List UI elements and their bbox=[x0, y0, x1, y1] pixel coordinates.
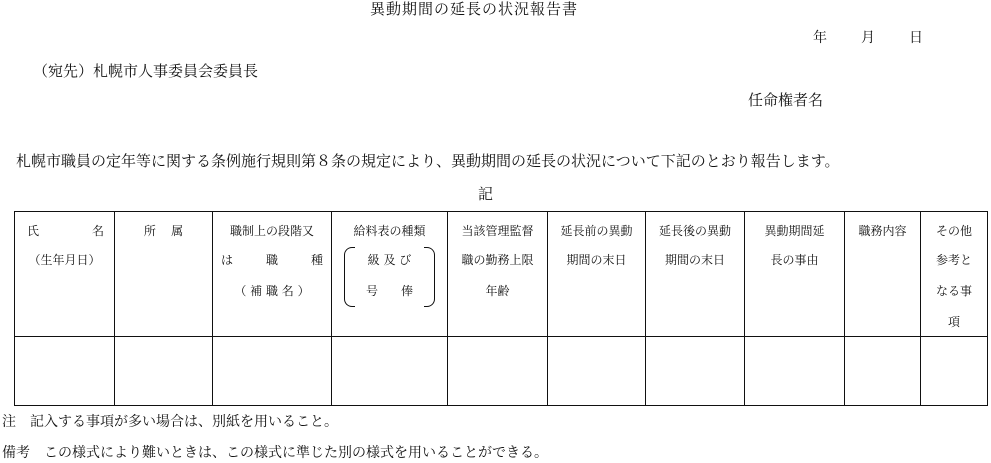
header-dept-b: 属 bbox=[171, 224, 184, 238]
header-position-l2a: は bbox=[221, 253, 234, 267]
table-row bbox=[15, 337, 988, 406]
entry-cell-after[interactable] bbox=[646, 337, 745, 406]
note-text: 注 記入する事項が多い場合は、別紙を用いること。 bbox=[2, 414, 338, 430]
entry-cell-before[interactable] bbox=[548, 337, 646, 406]
header-before-l2: 期間の末日 bbox=[566, 253, 627, 267]
header-salary-l3a: 号 bbox=[366, 284, 379, 298]
header-position-l2b: 職 bbox=[265, 253, 278, 267]
header-salary bbox=[332, 212, 448, 337]
remark-text: 備考 この様式により難いときは、この様式に準じた別の様式を用いることができる。 bbox=[2, 445, 548, 461]
entry-cell-other[interactable] bbox=[921, 337, 988, 406]
header-position bbox=[213, 212, 332, 337]
entry-cell-salary[interactable] bbox=[332, 337, 448, 406]
header-salary-l1: 給料表の種類 bbox=[353, 224, 426, 238]
header-salary-l3b: 俸 bbox=[400, 284, 413, 298]
header-duty bbox=[845, 212, 921, 337]
table-header-row bbox=[15, 212, 988, 337]
appointer-label: 任命権者名 bbox=[748, 91, 824, 109]
header-before-l1: 延長前の異動 bbox=[560, 224, 633, 238]
header-other bbox=[921, 212, 988, 337]
header-after bbox=[646, 212, 745, 337]
header-reason-l2: 長の事由 bbox=[770, 253, 819, 267]
header-after-l1: 延長後の異動 bbox=[658, 224, 731, 238]
header-dept bbox=[115, 212, 213, 337]
header-before bbox=[548, 212, 646, 337]
header-name-b: 名 bbox=[91, 224, 104, 238]
header-position-l3: （ 補 職 名 ） bbox=[234, 284, 310, 298]
header-duty-l1: 職務内容 bbox=[858, 224, 907, 238]
header-after-l2: 期間の末日 bbox=[664, 253, 725, 267]
header-dept-a: 所 bbox=[143, 224, 156, 238]
date-year: 年 bbox=[813, 30, 827, 46]
entry-cell-name[interactable] bbox=[15, 337, 115, 406]
date-line bbox=[813, 31, 923, 45]
header-other-l4: 項 bbox=[947, 315, 960, 329]
header-reason-l1: 異動期間延 bbox=[764, 224, 825, 238]
header-name-a: 氏 bbox=[27, 224, 40, 238]
header-age bbox=[448, 212, 548, 337]
header-reason bbox=[745, 212, 845, 337]
addressee: （宛先）札幌市人事委員会委員長 bbox=[33, 62, 259, 80]
header-salary-l2: 級 及 び bbox=[367, 253, 412, 267]
entry-cell-position[interactable] bbox=[213, 337, 332, 406]
header-age-l1: 当該管理監督 bbox=[461, 224, 534, 238]
entry-cell-reason[interactable] bbox=[745, 337, 845, 406]
header-other-l3: なる事 bbox=[935, 284, 972, 298]
header-other-l2: 参考と bbox=[935, 253, 972, 267]
header-birthdate: （生年月日） bbox=[28, 253, 101, 267]
entry-cell-age[interactable] bbox=[448, 337, 548, 406]
header-other-l1: その他 bbox=[935, 224, 972, 238]
report-table bbox=[14, 211, 988, 406]
header-age-l3: 年齢 bbox=[485, 284, 510, 298]
header-position-l2c: 種 bbox=[310, 253, 323, 267]
header-name bbox=[15, 212, 115, 337]
header-age-l2: 職の勤務上限 bbox=[461, 253, 534, 267]
date-day: 日 bbox=[909, 30, 923, 46]
entry-cell-duty[interactable] bbox=[845, 337, 921, 406]
date-month: 月 bbox=[861, 30, 875, 46]
document-title: 異動期間の延長の状況報告書 bbox=[370, 0, 579, 18]
entry-cell-dept[interactable] bbox=[115, 337, 213, 406]
body-text: 札幌市職員の定年等に関する条例施行規則第８条の規定により、異動期間の延長の状況について下記のとおり報告します。 bbox=[16, 152, 840, 170]
ki-heading: 記 bbox=[478, 185, 494, 203]
header-position-l1: 職制上の段階又 bbox=[229, 224, 314, 238]
